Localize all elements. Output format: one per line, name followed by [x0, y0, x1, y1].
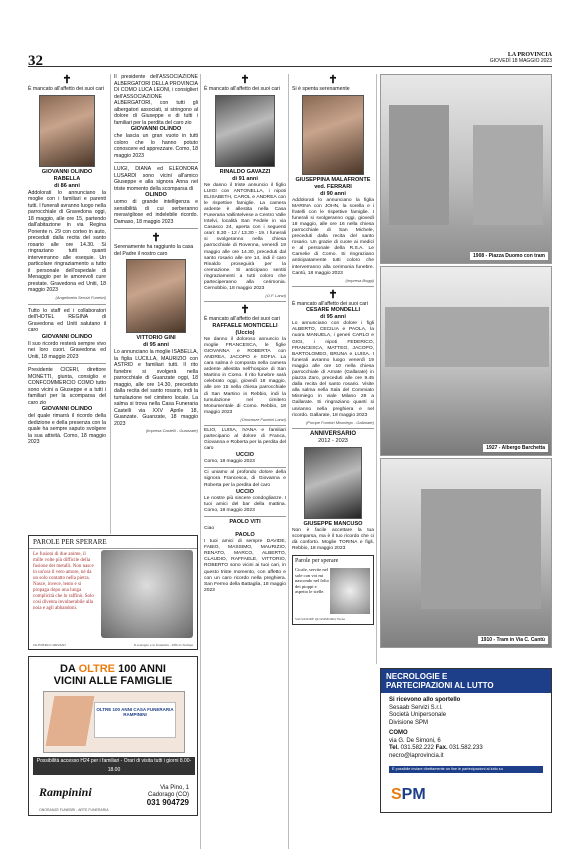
condolence-name: GIOVANNI OLINDO — [41, 406, 93, 412]
ad-subheadline: VICINI ALLE FAMIGLIE — [53, 675, 173, 687]
anniversary-title: ANNIVERSARIO — [309, 430, 356, 437]
condolence-text: del quale rimarrà il ricordo della dedizione e della presenza con la quale ha sempre saputo svolgere la sua attività. Como, 18 maggio 2023 — [28, 413, 106, 445]
photo-caption: 1908 - Piazza Duomo con tram — [470, 252, 548, 260]
condolence-text: Ci uniamo al profondo dolore della signora Francesca, di Giovanna e Roberta per la perdita del caro — [204, 470, 286, 488]
condolence-text: Tutto lo staff ed i collaboratori dell'HOTEL REGINA di Gravedona ed Uniti salutano il caro — [28, 307, 106, 333]
column-separator — [288, 74, 289, 849]
anniversary-text: Non è facile accettare la tua scomparsa, ma è il tuo ricordo che ci dà conforto. Moglie TORINA e figli. Rebbio, 18 maggio 2023 — [292, 527, 374, 551]
condolence-name: GIOVANNI OLINDO — [41, 333, 93, 340]
poetry-artwork — [101, 550, 193, 638]
issue-date: GIOVEDÌ 18 MAGGIO 2023 — [489, 58, 552, 64]
house-sign: OLTRE 100 ANNI CASA FUNERARIA RAMPININI — [94, 702, 176, 738]
funeral-home: (Impresa Castelli - Guanzate) — [145, 428, 198, 433]
deceased-name: GIOVANNI OLINDO RABELLA — [41, 168, 93, 182]
funeral-home: (Angelinetta Servizi Funebri) — [55, 294, 106, 300]
condolence-text: I tuoi amici di sempre DAVIDE, FABIO, MASSIMO, MAURIZIO, RENATO, MARCO, ALBERTO, CLAUDIO, RAFFAELE, VITTORIO, ROBERTO sono vicini ai tuoi cari, in questo triste momento, con affetto e con un caro ricordo nella preghiera. San Fermo della Battaglia, 18 maggio 2023 — [204, 539, 286, 593]
deceased-age: di 91 anni — [232, 175, 258, 182]
deceased-name: VITTORIO GINI — [136, 335, 176, 341]
ad-banner: Possibilità accesso H24 per i familiari - Orari di visita tutti i giorni 8.00-18.00 — [33, 757, 195, 775]
condolence-name: GIOVANNI OLINDO — [130, 126, 182, 132]
page-number: 32 — [28, 53, 43, 69]
cross-icon: ✝ — [328, 74, 338, 86]
header-rule — [28, 66, 552, 67]
obituary-text: Addolorati lo annunciano la moglie con i familiari e parenti tutti. I funerali avranno luogo nella parrocchiale di Gravedona oggi, 18 maggio, alle ore 15, partendo dall'abitazione in via Regina Ponente n. 29 con corteo in auto, preceduti dalla recita del santo rosario alle ore 14.30. Si ringraziano tutti quanti interverranno alle esequie. Un particolare ringraziamento a tutto il personale dell'ospedale di Menaggio per le amorevoli cure prestate. Gravedona ed Uniti, 18 maggio 2023 — [28, 189, 106, 293]
tel-label: Tel. — [389, 745, 399, 751]
funeral-home: (Onoranze Funebri Lanzi) — [240, 416, 286, 422]
deceased-name: GIUSEPPINA MALAFRONTE ved. FERRARI — [295, 176, 371, 190]
funeral-home: (O.F. Lanzi) — [265, 293, 286, 299]
funeral-home: (Pompe Funebri Mismiego - Gallarate) — [305, 419, 374, 425]
necrologie-street: via G. De Simoni, 6 — [389, 737, 441, 744]
obituary-text: Addolorati lo annunciano la figlia MARINA con JOHN, la sorella e i fratelli con le rispettive famiglie. I funerali si svolgeranno oggi, giovedì 18 maggio, alle ore 16 nella chiesa parrocchiale di San Michele, preceduti dalla recita del santo rosario. Un grazie di cuore ai medici e al personale della R.S.A. Le Camelie di Como. Si ringraziano anticipatamente tutti coloro che interverranno alla cerimonia funebre. Cantù, 18 maggio 2023 — [292, 197, 374, 276]
necrologie-header — [381, 669, 551, 693]
portrait-photo — [39, 95, 95, 167]
necrologie-email[interactable]: necro@laprovincia.it — [389, 752, 444, 759]
necrologie-city: COMO — [389, 730, 408, 736]
poetry-box — [28, 535, 198, 650]
condolence-text: uomo di grande intelligenza e sensibilità di cui serberanno meravigliose ed indelebile ricordo. Damaso, 18 maggio 2023 — [114, 199, 198, 225]
spm-logo-s: S — [391, 786, 402, 803]
necrologie-company: Divisione SPM — [389, 719, 429, 726]
column-separator — [110, 74, 111, 534]
necrologie-contacts — [389, 745, 543, 753]
condolence-text: Presidente CICERI, direttore MONETTI, giunta, consiglio e CONFCOMMERCIO COMO tutto sono vicini a Giuseppe e a tutti i familiari per la scomparsa del caro zio — [28, 367, 106, 406]
tel-number[interactable]: 031.582.222 — [400, 745, 434, 751]
obituary-intro: È mancato all'affetto dei suoi cari — [292, 300, 368, 307]
necrologie-title-1: NECROLOGIE E — [386, 672, 448, 681]
ad-address — [147, 785, 189, 806]
building-shape — [473, 125, 543, 225]
ad-phone[interactable]: 031 904729 — [146, 798, 189, 807]
portrait-photo — [304, 447, 362, 519]
cross-icon: ✝ — [240, 74, 250, 86]
separator — [204, 425, 286, 426]
separator — [28, 363, 106, 364]
separator — [204, 467, 286, 468]
condolence-name: UCCIO — [235, 488, 255, 495]
masthead — [490, 52, 552, 64]
cross-icon: ✝ — [62, 74, 72, 86]
necrologie-received: Si ricevono allo sportello — [389, 697, 461, 703]
deceased-age: di 90 anni — [320, 190, 346, 197]
obituary-intro: Serenamente ha raggiunto la casa del Padre il nostro caro — [114, 244, 194, 257]
funeral-home: (Impresa Boggi) — [345, 277, 374, 283]
condolence-name: UCCIO — [235, 452, 255, 459]
poetry-title: PAROLE PER SPERARE — [29, 536, 197, 549]
ad-street: Via Pino, 1 — [160, 785, 189, 791]
parole-text: Cicale, servite nel sole con voi mi nascondo nel folto dei pioppi e aspetto le stelle. — [295, 567, 329, 595]
separator — [28, 304, 106, 305]
deceased-age: di 86 anni — [54, 182, 80, 189]
cross-icon: ✝ — [151, 232, 161, 244]
condolence-name: OLINDO — [145, 192, 167, 198]
condolence-title: PAOLO VITI — [229, 518, 261, 525]
funeral-home-image — [43, 691, 185, 753]
obituary-column-3 — [204, 74, 286, 594]
ad-headline-post: 100 ANNI — [118, 663, 166, 675]
portrait-photo — [126, 259, 186, 333]
deceased-age: di 95 anni — [143, 342, 169, 348]
fax-number: 031.582.233 — [449, 745, 483, 751]
ad-tagline: ONORANZE FUNEBRI - ARTE FUNERARIA — [39, 808, 109, 812]
photo-caption: 1927 - Albergo Barchetta — [483, 444, 548, 452]
funeral-home-ad[interactable] — [28, 656, 198, 816]
obituary-text: Lo annunciano la moglie ISABELLA, la figlia LUCILLA, MAURIZIO con ASTRID e familiari tutti. Il rito funebre si svolgerà nella parrocchiale di Guanzate oggi, 18 maggio, alle ore 14.30, preceduto dalla recita del santo rosario, indi la tumulazione nel cimitero locale. La salma si trova nella Casa Funeraria Castelli via XXV Aprile 18, Guanzate. Guanzate, 18 maggio 2023 — [114, 349, 198, 427]
parole-box — [292, 555, 374, 625]
condolence-text: LUIGI, DIANA ed ELEONORA LUSARDI sono vicini all'amico Giuseppe e alla signora Anna nel triste momento della scomparsa di — [114, 166, 198, 192]
obituary-column-1 — [28, 74, 106, 446]
obituary-intro: Si è spenta serenamente — [292, 86, 350, 92]
deceased-name: RINALDO GAVAZZI — [219, 168, 271, 175]
obituary-column-4 — [292, 74, 374, 625]
separator — [204, 516, 286, 517]
parole-title: Parole per sperare — [295, 558, 339, 565]
spm-logo-pm: PM — [401, 786, 426, 803]
ad-city: Cadorago (CO) — [147, 792, 189, 798]
house-roof — [46, 696, 95, 746]
separator — [114, 228, 198, 229]
necrologie-company: Sesaab Servizi S.r.l. — [389, 704, 443, 711]
fax-label: Fax. — [435, 745, 448, 751]
historic-photo — [380, 74, 552, 264]
condolence-text: ELIO, LUISA, IVANA e familiari partecipano al dolore di Franca, Giovanna e Roberta per la perdita del caro — [204, 427, 286, 452]
condolence-text: che lascia un gran vuoto in tutti coloro che lo hanno potuto conoscere ed apprezzare. Como, 18 maggio 2023 — [114, 133, 198, 159]
necrologie-company: Società Unipersonale — [389, 712, 447, 718]
ad-headline-pre: DA — [60, 663, 76, 675]
obituary-text: Lo annunciano con dolore i figli ALBERTO, CECILIA e PAOLA, la nuora MANUELA, i generi CARLO e GIGI, i nipoti FEDERICO, FRANCESCA, MATTEO, JACOPO, BARTOLOMEO, BRUNA e LUISA. I funerali avranno luogo venerdì 19 maggio alle ore 10 nella chiesa parrocchiale di Arnate (Gallarate) in piazza Zaro, preceduti alle ore 9.45 dalla recita del santo rosario. Visite alla salma nella Sala del Commiato Mismiego in viale Milano 29 a Gallarate. Si ringraziano quanti si uniranno nella preghiera e nel ricordo. Gallarate, 18 maggio 2023 — [292, 321, 374, 418]
deceased-name: CESARE MONDELLI — [305, 307, 361, 314]
building-shape — [389, 105, 449, 225]
deceased-name: GIUSEPPE MANCUSO — [303, 520, 363, 527]
historic-photo — [380, 266, 552, 456]
poetry-text: Le fusioni di due anime, il mille volte più difficile della fusione dei metalli. Non nasce in un'ora il vero amore, né da un solo contatto nella pietra. Nasce, invece, lento e si propaga dopo una lunga complicità che lo raffinò. Solo così diventa invulnerabile alla noia e agli abbandoni. — [33, 552, 94, 611]
separator — [204, 301, 286, 302]
spm-logo — [391, 786, 426, 804]
building-shape — [385, 307, 549, 367]
cross-icon: ✝ — [240, 304, 250, 317]
poetry-credit: Il sostegno e la fraternità - Ufficio Stampa — [133, 643, 193, 647]
obituary-column-2 — [114, 74, 198, 434]
separator — [292, 428, 374, 429]
historic-photo — [380, 458, 552, 648]
necrologie-title-2: PARTECIPAZIONI AL LUTTO — [386, 681, 494, 690]
column-separator — [376, 74, 377, 664]
condolence-text: Il presidente dell'ASSOCIAZIONE ALBERGATORI DELLA PROVINCIA DI COMO LUCA LEONI, i consiglieri dell'ASSOCIAZIONE ALBERGATORI, con tutti gli albergatori associati, si stringono al dolore di Giuseppe e di tutti i familiari per la perdita del caro zio — [114, 74, 198, 126]
necrologie-box — [380, 668, 552, 813]
rampinini-logo: Rampinini — [39, 785, 92, 799]
building-shape — [421, 489, 541, 609]
ad-headline — [29, 663, 197, 675]
condolence-date: Como, 18 maggio 2023 — [204, 459, 255, 465]
separator — [114, 162, 198, 163]
condolence-text: Le nostre più sincere condoglianze. I tuoi amici del bar della mattina. Como, 18 maggio 2023 — [204, 495, 286, 513]
condolence-text: Il suo ricordo resterà sempre vivo nei loro cuori. Gravedona ed Uniti, 18 maggio 2023 — [28, 340, 106, 360]
ad-headline-accent: OLTRE — [78, 663, 116, 675]
poetry-author: OLIVIERO CORVANI — [33, 643, 66, 647]
portrait-photo — [215, 95, 275, 167]
cross-icon: ✝ — [328, 288, 338, 301]
historic-photos — [380, 74, 552, 650]
parole-image — [330, 568, 370, 614]
obituary-text: Ne danno il doloroso annuncio la moglie FRANCESCA, le figlie GIOVANNA e ROBERTA con ANDREA, JACOPO e SOFIA. La cara salma è composta nella camera ardente allestita nell'hospice di San Martino in Como. Il rito funebre sarà celebrato oggi, giovedì 18 maggio, alle ore 15 nella chiesa parrocchiale di San Martino in Rebbio, indi la tumulazione nel cimitero Monumentale di Como. Rebbio, 18 maggio 2023 — [204, 336, 286, 415]
obituary-intro: È mancato all'affetto dei suoi cari — [28, 86, 104, 92]
necrologie-body — [381, 693, 551, 764]
condolence-greeting: Ciao — [204, 525, 215, 531]
obituary-text: Ne danno il triste annuncio il figlio LUIGI con ANTONELLA, i nipoti ELISABETH, CAROL e ANDREA con le rispettive famiglie. La camera ardente è allestita nella Casa Funeraria Vallintelvese a Centro Valle Intelvi, località San Fedele in via Casasco 24, aperta con i seguenti orari: 8.30 - 12 / 13.30 - 19. I funerali si svolgeranno nella chiesa parrocchiale di Rovenna, venerdì 19 maggio alle ore 14.30, preceduti dal santo rosario alle ore 14, indi il caro Rinaldo proseguirà per la cremazione. Si anticipano sentiti ringraziamenti a tutti coloro che parteciperanno alla cerimonia. Cernobbio, 18 maggio 2023 — [204, 182, 286, 292]
separator — [292, 286, 374, 287]
photo-caption: 1910 - Tram in Via C. Cantù — [478, 636, 548, 644]
necrologie-note: È possibile inviare direttamente on line le partecipazioni al lutto su — [389, 766, 543, 773]
obituary-intro: È mancato all'affetto dei suoi cari — [204, 316, 280, 323]
parole-author: SALVATORE QUASIMODO, Elena — [295, 617, 345, 622]
anniversary-years: 2012 - 2023 — [318, 437, 348, 444]
column-separator — [200, 74, 201, 849]
deceased-age: di 95 anni — [320, 314, 346, 321]
brand-name: LA PROVINCIA — [507, 52, 552, 58]
deceased-name: RAFFAELE MONTICELLI — [212, 322, 278, 329]
deceased-nickname: (Uccio) — [235, 329, 255, 336]
obituary-intro: È mancato all'affetto dei suoi cari — [204, 86, 280, 92]
condolence-name: PAOLO — [235, 532, 255, 539]
portrait-photo — [302, 95, 364, 175]
